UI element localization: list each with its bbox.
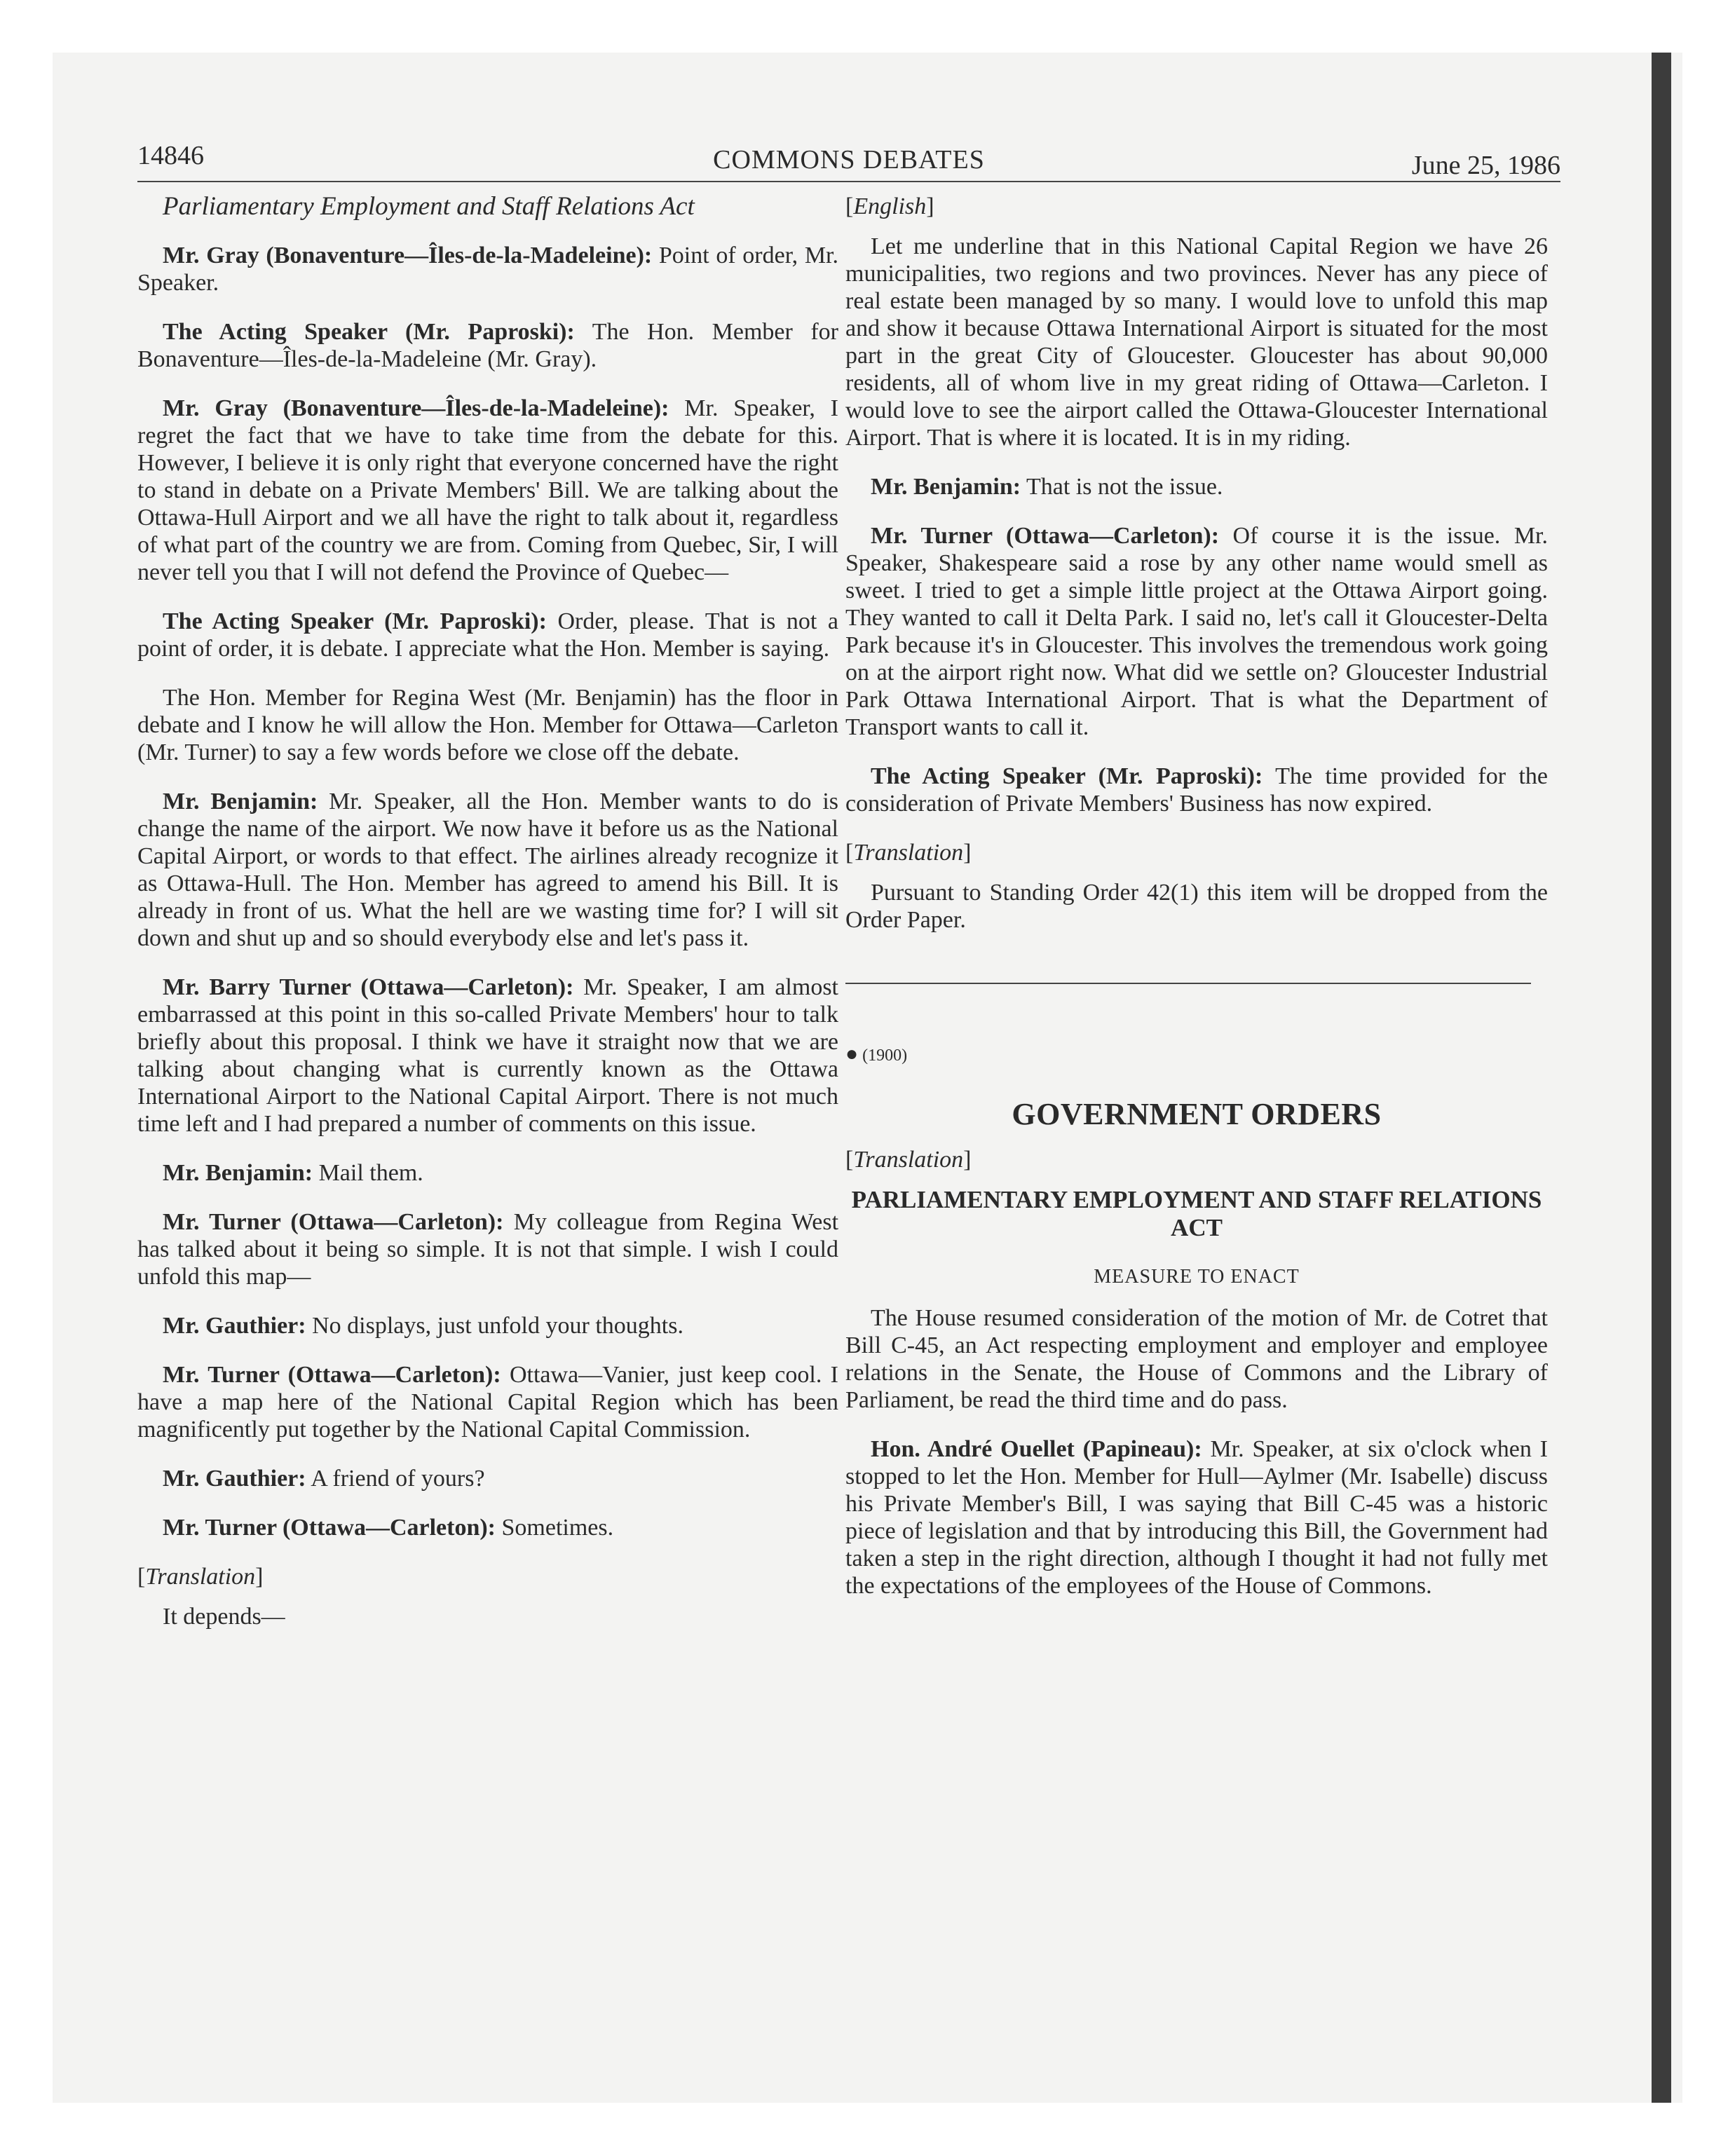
speech-paragraph — [137, 974, 838, 1138]
speech-paragraph — [845, 879, 1548, 934]
speech-paragraph — [137, 1465, 838, 1492]
speech-paragraph — [137, 788, 838, 952]
speaker-name: Mr. Benjamin: — [163, 1160, 313, 1186]
language-tag: [Translation] — [845, 1147, 972, 1173]
speech-paragraph — [137, 1208, 838, 1290]
speech-text: Of course it is the issue. Mr. Speaker, Shakespeare said a rose by any other name would smell as sweet. I tried to get a simple little project at the Ottawa Airport going. They wanted to call it Delta Park. I said no, let's call it Gloucester-Delta Park because it's in Gloucester. This involves the tremendous work going on at the airport right now. What did we settle on? Gloucester Industrial Park Ottawa International Airport. That is what the Department of Transport wants to call it. — [845, 523, 1548, 740]
speech-text: It depends— — [163, 1604, 285, 1630]
speaker-name: Mr. Turner (Ottawa—Carleton): — [871, 523, 1220, 549]
speech-paragraph — [137, 1312, 838, 1339]
speech-paragraph — [137, 684, 838, 766]
speech-paragraph — [137, 395, 838, 586]
speech-paragraph — [137, 1361, 838, 1443]
speaker-name: The Acting Speaker (Mr. Paproski): — [163, 608, 547, 634]
speech-text: My colleague from Regina West has talked about it being so simple. It is not that simple. I wish I could unfold this map— — [137, 1209, 839, 1290]
speech-text: Mr. Speaker, I regret the fact that we have to take time from the debate for this. However, I believe it is only right that everyone concerned have the right to stand in debate on a Private Members' Bill. We are talking about the Ottawa-Hull Airport and we all have the right to talk about it, regardless of what part of the country we are from. Coming from Quebec, Sir, I will never tell you that I will not defend the Province of Quebec— — [137, 395, 838, 585]
speech-text: Sometimes. — [501, 1515, 614, 1541]
left-column — [137, 193, 838, 1652]
speaker-name: Mr. Gray (Bonaventure—Îles-de-la-Madeleine): — [163, 395, 669, 421]
speech-paragraph — [137, 318, 838, 373]
speech-text: Mr. Speaker, at six o'clock when I stopped to let the Hon. Member for Hull—Aylmer (Mr. Isabelle) discuss his Private Member's Bill, I was saying that Bill C-45 was a historic piece of legislation and that by introducing this Bill, the Government had taken a step in the right direction, although I thought it had not fully met the expectations of the employees of the House of Commons. — [845, 1436, 1548, 1599]
speaker-name: Mr. Benjamin: — [163, 789, 318, 814]
language-tag-text: English — [853, 193, 927, 219]
page-header — [137, 140, 1560, 182]
language-tag-text: Translation — [853, 1147, 964, 1173]
page-date: June 25, 1986 — [1411, 151, 1560, 180]
bill-heading: PARLIAMENTARY EMPLOYMENT AND STAFF RELATIONS ACT — [851, 1186, 1542, 1241]
language-tag: [Translation] — [137, 1564, 264, 1590]
speech-paragraph — [845, 763, 1548, 817]
speech-text: A friend of yours? — [311, 1466, 485, 1492]
section-heading: GOVERNMENT ORDERS — [1012, 1097, 1382, 1131]
speaker-name: Mr. Gauthier: — [163, 1313, 306, 1339]
speech-paragraph — [137, 1514, 838, 1541]
speech-paragraph — [137, 1603, 838, 1630]
publication-title: COMMONS DEBATES — [713, 145, 985, 175]
speech-text: Mr. Speaker, all the Hon. Member wants to do is change the name of the airport. We now have it before us as the National Capital Airport, or words to that effect. The airlines already recognize it as Ottawa-Hull. The Hon. Member has agreed to amend his Bill. It is already in front of us. What the hell are we wasting time for? I will sit down and shut up and so should everybody else and let's pass it. — [137, 789, 838, 951]
scan-edge-shadow — [1652, 53, 1671, 2103]
speech-paragraph — [845, 522, 1548, 741]
bill-subheading: MEASURE TO ENACT — [1094, 1266, 1300, 1288]
language-tag-text: Translation — [145, 1564, 256, 1590]
time-marker-text: (1900) — [862, 1046, 908, 1065]
speech-paragraph — [137, 1159, 838, 1187]
speaker-name: Mr. Gray (Bonaventure—Îles-de-la-Madeleine): — [163, 243, 653, 268]
header-rule — [137, 181, 1560, 182]
language-tag-text: Translation — [853, 840, 964, 866]
speaker-name: Mr. Turner (Ottawa—Carleton): — [163, 1209, 504, 1235]
speaker-name: Mr. Gauthier: — [163, 1466, 306, 1492]
speech-paragraph — [137, 608, 838, 662]
speech-paragraph — [845, 233, 1548, 451]
language-tag: [Translation] — [845, 840, 972, 866]
speaker-name: The Acting Speaker (Mr. Paproski): — [871, 763, 1263, 789]
speech-text: The Hon. Member for Bonaventure—Îles-de-la-Madeleine (Mr. Gray). — [137, 319, 839, 372]
speech-text: Pursuant to Standing Order 42(1) this item will be dropped from the Order Paper. — [845, 880, 1548, 933]
running-title: Parliamentary Employment and Staff Relations Act — [163, 192, 695, 221]
speech-text: No displays, just unfold your thoughts. — [312, 1313, 683, 1339]
time-marker — [845, 1040, 1548, 1070]
speaker-name: Hon. André Ouellet (Papineau): — [871, 1436, 1202, 1462]
speech-text: The House resumed consideration of the motion of Mr. de Cotret that Bill C-45, an Act respecting employment and employer and employee relations in the Senate, the House of Commons and the Library of Parliament, be read the third time and do pass. — [845, 1305, 1548, 1413]
speech-paragraph — [137, 242, 838, 296]
speaker-name: The Acting Speaker (Mr. Paproski): — [163, 319, 575, 345]
speaker-name: Mr. Barry Turner (Ottawa—Carleton): — [163, 974, 574, 1000]
speech-paragraph — [845, 473, 1548, 500]
right-column — [845, 193, 1548, 1621]
page-number: 14846 — [137, 141, 204, 170]
speech-text: Order, please. That is not a point of order, it is debate. I appreciate what the Hon. Member is saying. — [137, 608, 838, 662]
speech-paragraph — [845, 1435, 1548, 1599]
speech-text: Ottawa—Vanier, just keep cool. I have a map here of the National Capital Region which has been magnificently put together by the National Capital Commission. — [137, 1362, 838, 1442]
language-tag: [English] — [845, 193, 934, 219]
speaker-name: Mr. Turner (Ottawa—Carleton): — [163, 1515, 496, 1541]
speech-text: Point of order, Mr. Speaker. — [137, 243, 839, 296]
speech-text: That is not the issue. — [1026, 474, 1223, 500]
speech-text: Let me underline that in this National Capital Region we have 26 municipalities, two regions and two provinces. Never has any piece of real estate been managed by so many. I would love to unfold this map and show it because Ottawa International Airport is situated for the most part in the great City of Gloucester. Gloucester has about 90,000 residents, all of whom live in my great riding of Ottawa—Carleton. I would love to see the airport called the Ottawa-Gloucester International Airport. That is where it is located. It is in my riding. — [845, 233, 1548, 451]
speech-text: Mail them. — [318, 1160, 423, 1186]
speech-text: The Hon. Member for Regina West (Mr. Benjamin) has the floor in debate and I know he will allow the Hon. Member for Ottawa—Carleton (Mr. Turner) to say a few words before we close off the debate. — [137, 685, 838, 765]
speaker-name: Mr. Benjamin: — [871, 474, 1021, 500]
speech-paragraph — [845, 1304, 1548, 1414]
speaker-name: Mr. Turner (Ottawa—Carleton): — [163, 1362, 501, 1388]
speech-text: The time provided for the consideration of Private Members' Business has now expired. — [845, 763, 1548, 817]
bullet-dot-icon: ● — [845, 1042, 859, 1065]
section-divider — [845, 983, 1531, 984]
speech-text: Mr. Speaker, I am almost embarrassed at this point in this so-called Private Members' hour to talk briefly about this proposal. I think we have it straight now that we are talking about changing what is currently known as the Ottawa International Airport to the National Capital Airport. There is not much time left and I had prepared a number of comments on this issue. — [137, 974, 838, 1137]
